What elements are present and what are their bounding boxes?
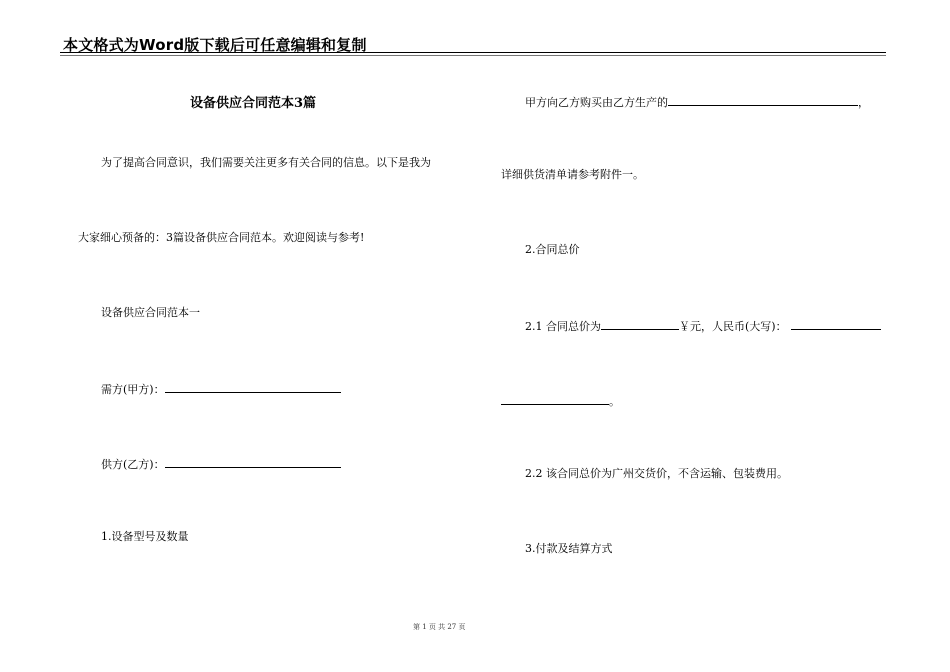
supply-list-note: 详细供货清单请参考附件一。 (501, 168, 644, 181)
buyer-blank-field[interactable] (165, 381, 341, 393)
purchase-suffix: ， (858, 96, 869, 109)
item-2-1-continuation (501, 393, 620, 409)
item-1-heading: 1.设备型号及数量 (101, 530, 189, 543)
product-blank-field[interactable] (668, 94, 858, 106)
header-rule (60, 52, 886, 53)
document-banner: 本文格式为Word版下载后可任意编辑和复制 (63, 36, 367, 54)
total-price-number-field[interactable] (601, 318, 679, 330)
intro-line-1: 为了提高合同意识，我们需要关注更多有关合同的信息。以下是我为 (101, 156, 431, 169)
intro-line-2: 大家细心预备的：3篇设备供应合同范本。欢迎阅读与参考! (78, 231, 365, 244)
purchase-row (525, 94, 869, 110)
item-2-heading: 2.合同总价 (525, 243, 580, 256)
item-2-1-prefix: 2.1 合同总价为 (525, 320, 601, 333)
supplier-blank-field[interactable] (165, 456, 341, 468)
supplier-label: 供方(乙方)： (101, 458, 165, 471)
section-heading: 设备供应合同范本一 (101, 306, 200, 319)
item-2-2: 2.2 该合同总价为广州交货价，不含运输、包装费用。 (525, 467, 788, 480)
item-3-heading: 3.付款及结算方式 (525, 542, 613, 555)
item-2-1-end: 。 (609, 395, 620, 408)
buyer-label: 需方(甲方)： (101, 383, 165, 396)
total-price-words-continued-field[interactable] (501, 393, 609, 405)
purchase-prefix: 甲方向乙方购买由乙方生产的 (525, 96, 668, 109)
header-rule-thin (60, 55, 886, 56)
buyer-row (101, 381, 341, 397)
supplier-row (101, 456, 341, 472)
item-2-1-mid: ￥元，人民币(大写)： (679, 320, 787, 333)
item-2-1-row (525, 318, 881, 334)
total-price-words-field[interactable] (791, 318, 881, 330)
page-title: 设备供应合同范本3篇 (190, 96, 317, 111)
page-number: 第 1 页 共 27 页 (413, 623, 466, 631)
